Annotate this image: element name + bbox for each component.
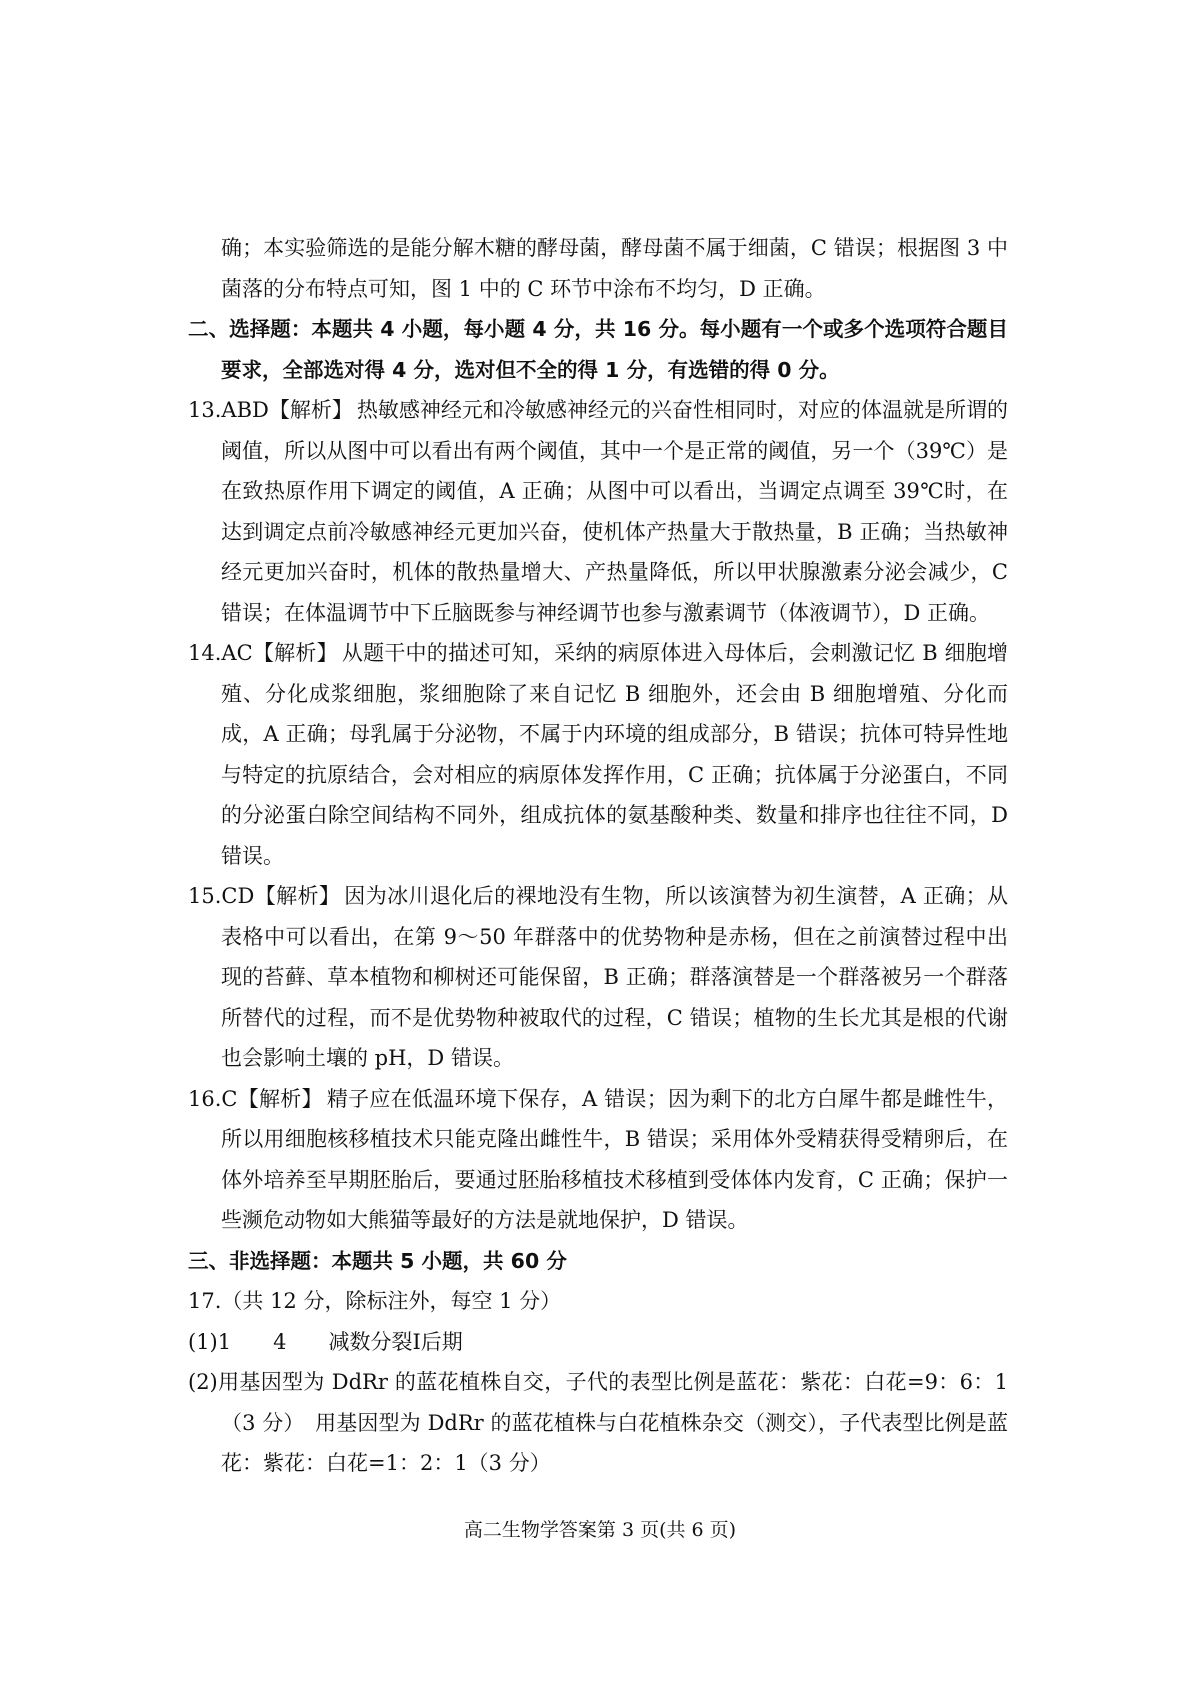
- question-16-tag: 【解析】: [237, 1086, 323, 1111]
- question-16: [188, 1079, 1008, 1241]
- question-16-number: 16.: [188, 1086, 222, 1111]
- answer-content: [188, 228, 1008, 1484]
- question-15-number: 15.: [188, 884, 222, 908]
- question-17-part-2: (2)用基因型为 DdRr 的蓝花植株自交，子代的表型比例是蓝花：紫花：白花=9：6：1（3 分） 用基因型为 DdRr 的蓝花植株与白花植株杂交（测交），子代表型比例是蓝花：紫花：白花=1：2：1（3 分）: [188, 1370, 1008, 1475]
- question-13-number: 13.: [188, 398, 222, 422]
- question-14-explanation: 从题干中的描述可知，采纳的病原体进入母体后，会刺激记忆 B 细胞增殖、分化成浆细胞，浆细胞除了来自记忆 B 细胞外，还会由 B 细胞增殖、分化而成，A 正确；母乳属于分泌物，不属于内环境的组成部分，B 错误；抗体可特异性地与特定的抗原结合，会对相应的病原体发挥作用，C 正确；抗体属于分泌蛋白，不同的分泌蛋白除空间结构不同外，组成抗体的氨基酸种类、数量和排序也往往不同，D 错误。: [221, 641, 1009, 868]
- question-17-header: 17.（共 12 分，除标注外，每空 1 分）: [188, 1289, 562, 1313]
- question-15-explanation: 因为冰川退化后的裸地没有生物，所以该演替为初生演替，A 正确；从表格中可以看出，在第 9～50 年群落中的优势物种是赤杨，但在之前演替过程中出现的苔藓、草本植物和柳树还可能保留，B 正确；群落演替是一个群落被另一个群落所替代的过程，而不是优势物种被取代的过程，C 错误；植物的生长尤其是根的代谢也会影响土壤的 pH，D 错误。: [221, 884, 1009, 1070]
- page-footer: 高二生物学答案第 3 页(共 6 页): [463, 1519, 737, 1541]
- question-13-answer: ABD: [221, 398, 269, 422]
- section-3-heading: 三、非选择题：本题共 5 小题，共 60 分: [188, 1248, 567, 1273]
- question-14: [188, 633, 1008, 876]
- question-13-tag: 【解析】: [268, 398, 353, 422]
- question-16-answer: C: [221, 1086, 238, 1111]
- question-15-answer: CD: [221, 884, 255, 908]
- question-14-number: 14.: [188, 641, 222, 665]
- question-15: [188, 876, 1008, 1079]
- question-14-tag: 【解析】: [252, 641, 338, 665]
- section-2-heading: 二、选择题：本题共 4 小题，每小题 4 分，共 16 分。每小题有一个或多个选项符合题目要求，全部选对得 4 分，选对但不全的得 1 分，有选错的得 0 分。: [188, 317, 1008, 382]
- question-16-explanation: 精子应在低温环境下保存，A 错误；因为剩下的北方白犀牛都是雌性牛，所以用细胞核移植技术只能克隆出雌性牛，B 错误；采用体外受精获得受精卵后，在体外培养至早期胚胎后，要通过胚胎移植技术移植到受体体内发育，C 正确；保护一些濒危动物如大熊猫等最好的方法是就地保护，D 错误。: [221, 1086, 1008, 1232]
- question-15-tag: 【解析】: [254, 884, 341, 908]
- question-13: [188, 390, 1008, 633]
- question-17-part-1: (1)1 4 减数分裂Ⅰ后期: [188, 1329, 463, 1354]
- intro-paragraph: 确；本实验筛选的是能分解木糖的酵母菌，酵母菌不属于细菌，C 错误；根据图 3 中菌落的分布特点可知，图 1 中的 C 环节中涂布不均匀，D 正确。: [221, 236, 1008, 301]
- question-14-answer: AC: [221, 641, 253, 665]
- question-13-explanation: 热敏感神经元和冷敏感神经元的兴奋性相同时，对应的体温就是所谓的阈值，所以从图中可以看出有两个阈值，其中一个是正常的阈值，另一个（39℃）是在致热原作用下调定的阈值，A 正确；从图中可以看出，当调定点调至 39℃时，在达到调定点前冷敏感神经元更加兴奋，使机体产热量大于散热量，B 正确；当热敏神经元更加兴奋时，机体的散热量增大、产热量降低，所以甲状腺激素分泌会减少，C 错误；在体温调节中下丘脑既参与神经调节也参与激素调节（体液调节），D 正确。: [221, 398, 1009, 625]
